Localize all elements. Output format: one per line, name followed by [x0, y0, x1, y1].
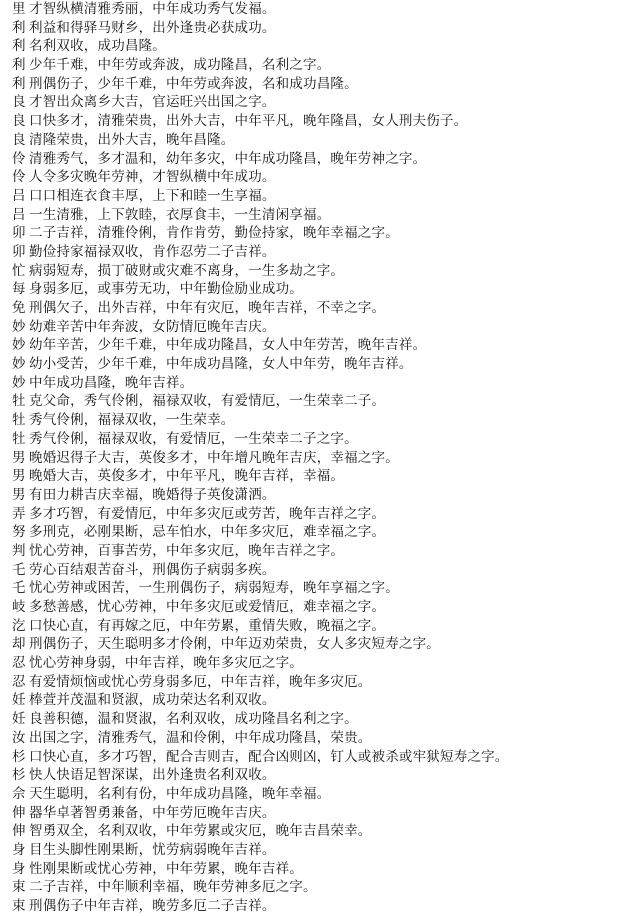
list-item: [12, 19, 509, 38]
entry-meaning: 快人快语足智深谋，出外逢贵名利双收。: [29, 767, 276, 784]
entry-character: 利: [12, 19, 26, 36]
entry-character: 乇: [12, 561, 26, 578]
entry-meaning: 少年千难，中年劳或奔波，成功隆昌，名利之字。: [29, 57, 331, 74]
entry-character: 牡: [12, 430, 26, 447]
list-item: [12, 710, 509, 729]
entry-character: 男: [12, 449, 26, 466]
entry-meaning: 才智出众离乡大吉，官运旺兴出国之字。: [29, 94, 276, 111]
list-item: [12, 766, 509, 785]
entry-meaning: 清雅秀气，多才温和，幼年多灾，中年成功隆昌，晚年劳神之字。: [29, 150, 427, 167]
list-item: [12, 654, 509, 673]
entry-meaning: 口快多才，清雅荣贵，出外大吉，中年平凡，晚年隆昌，女人刑夫伤子。: [29, 113, 468, 130]
entry-meaning: 刑偶伤子中年吉祥，晚劳多厄二子吉祥。: [29, 898, 276, 914]
entry-meaning: 清隆荣贵，出外大吉，晚年昌隆。: [29, 131, 235, 148]
entry-character: 良: [12, 131, 26, 148]
list-item: [12, 150, 509, 169]
entry-character: 束: [12, 879, 26, 896]
list-item: [12, 449, 509, 468]
list-item: [12, 318, 509, 337]
list-item: [12, 131, 509, 150]
entry-meaning: 中年成功昌隆，晚年吉祥。: [29, 374, 194, 391]
entry-character: 妙: [12, 337, 26, 354]
entry-character: 判: [12, 542, 26, 559]
entry-meaning: 有田力耕吉庆幸福，晚婚得子英俊潇洒。: [29, 486, 276, 503]
entry-meaning: 秀气伶俐，福禄双收，一生荣幸。: [29, 412, 235, 429]
entry-meaning: 身弱多厄，或事劳无功，中年勤俭励业成功。: [29, 281, 303, 298]
list-item: [12, 617, 509, 636]
entry-character: 身: [12, 860, 26, 877]
entry-meaning: 人令多灾晚年劳神，才智纵横中年成功。: [29, 169, 276, 186]
list-item: [12, 243, 509, 262]
entry-character: 卯: [12, 225, 26, 242]
entry-meaning: 口快心直，多才巧智，配合吉则吉，配合凶则凶，钉人或被杀或牢狱短寿之字。: [29, 748, 509, 765]
entry-character: 汝: [12, 729, 26, 746]
entry-meaning: 多才巧智，有爱情厄，中年多灾厄或劳苦，晚年吉祥之字。: [29, 505, 386, 522]
entry-character: 妊: [12, 711, 26, 728]
entry-meaning: 病弱短寿，损丁破财或灾难不离身，一生多劫之字。: [29, 262, 345, 279]
list-item: [12, 374, 509, 393]
entry-character: 吕: [12, 206, 26, 223]
entry-meaning: 天生聪明，名利有份，中年成功昌隆，晚年幸福。: [29, 785, 331, 802]
entry-character: 免: [12, 300, 26, 316]
entry-meaning: 刑偶伤子，少年千难，中年劳或奔波，名和成功昌隆。: [29, 75, 358, 92]
entry-character: 良: [12, 94, 26, 111]
entry-character: 忍: [12, 673, 26, 690]
list-item: [12, 467, 509, 486]
entry-meaning: 口快心直，有再嫁之厄，中年劳累，重情失败，晚福之字。: [29, 617, 386, 634]
entry-meaning: 智勇双全，名利双收，中年劳累或灾厄，晚年吉昌荣幸。: [29, 823, 372, 840]
entry-character: 里: [12, 1, 26, 17]
list-item: [12, 598, 509, 617]
entry-character: 汔: [12, 617, 26, 634]
entry-character: 牡: [12, 412, 26, 429]
entry-character: 忍: [12, 655, 26, 672]
list-item: [12, 579, 509, 598]
entry-character: 吕: [12, 187, 26, 204]
entry-meaning: 忧心劳神，百事苦劳，中年多灾厄，晚年吉祥之字。: [29, 542, 345, 559]
list-item: [12, 804, 509, 823]
list-item: [12, 75, 509, 94]
entry-meaning: 多愁善感，忧心劳神，中年多灾厄或爱情厄，难幸福之字。: [29, 599, 386, 615]
entry-character: 牡: [12, 393, 26, 410]
entry-character: 利: [12, 75, 26, 92]
entry-character: 妊: [12, 692, 26, 709]
entry-character: 乇: [12, 580, 26, 597]
entry-meaning: 名利双收，成功昌隆。: [29, 38, 166, 55]
list-item: [12, 0, 509, 19]
list-item: [12, 542, 509, 561]
entry-meaning: 刑偶欠子，出外吉祥，中年有灾厄，晚年吉祥，不幸之字。: [29, 300, 386, 316]
entry-character: 妙: [12, 356, 26, 373]
entry-meaning: 多刑克，必刚果断，忌车怕水，中年多灾厄，难幸福之字。: [29, 524, 386, 541]
entry-character: 妙: [12, 318, 26, 335]
list-item: [12, 822, 509, 841]
entry-character: 忙: [12, 262, 26, 279]
list-item: [12, 93, 509, 112]
entry-meaning: 有爱情烦恼或忧心劳身弱多厄，中年吉祥，晚年多灾厄。: [29, 673, 372, 690]
entry-character: 伸: [12, 823, 26, 840]
entry-character: 男: [12, 486, 26, 503]
entry-character: 佘: [12, 785, 26, 802]
list-item: [12, 673, 509, 692]
entry-character: 伸: [12, 804, 26, 821]
list-item: [12, 206, 509, 225]
list-item: [12, 355, 509, 374]
list-item: [12, 299, 509, 318]
entry-meaning: 出国之字，清雅秀气，温和伶俐，中年成功隆昌，荣贵。: [29, 729, 372, 746]
list-item: [12, 430, 509, 449]
list-item: [12, 505, 509, 524]
entry-character: 妙: [12, 374, 26, 391]
entry-meaning: 目生头脚性刚果断，忧劳病弱晚年吉祥。: [29, 841, 276, 858]
list-item: [12, 168, 509, 187]
entry-character: 每: [12, 281, 26, 298]
entry-character: 杉: [12, 748, 26, 765]
entry-character: 男: [12, 468, 26, 485]
entry-meaning: 晚婚迟得子大吉，英俊多才，中年增凡晚年吉庆，幸福之字。: [29, 449, 399, 466]
entry-meaning: 劳心百结艰苦奋斗，刑偶伤子病弱多疾。: [29, 561, 276, 578]
entry-character: 良: [12, 113, 26, 130]
list-item: [12, 897, 509, 916]
entry-meaning: 一生清雅，上下敦睦，衣厚食丰，一生清闲享福。: [29, 206, 331, 223]
entry-character: 伶: [12, 169, 26, 186]
entry-character: 伶: [12, 150, 26, 167]
entry-meaning: 克父命，秀气伶俐，福禄双收，有爱情厄，一生荣幸二子。: [29, 393, 386, 410]
entry-meaning: 忧心劳神身弱，中年吉祥，晚年多灾厄之字。: [29, 655, 303, 672]
entry-meaning: 良善积德，温和贤淑，名利双收，成功隆昌名利之字。: [29, 711, 358, 728]
entry-meaning: 秀气伶俐，福禄双收，有爱情厄，一生荣幸二子之字。: [29, 430, 358, 447]
entry-meaning: 棒萱并茂温和贤淑，成功荣达名利双收。: [29, 692, 276, 709]
entry-meaning: 利益和得驿马财乡，出外逢贵必获成功。: [29, 19, 276, 36]
list-item: [12, 411, 509, 430]
entry-meaning: 二子吉祥，清雅伶俐，肯作肯劳，勤俭持家，晚年幸福之字。: [29, 225, 399, 242]
entry-meaning: 忧心劳神或困苦，一生刑偶伤子，病弱短寿，晚年享福之字。: [29, 580, 399, 597]
entry-character: 弄: [12, 505, 26, 522]
entry-character: 利: [12, 57, 26, 74]
entry-character: 身: [12, 841, 26, 858]
entry-character: 束: [12, 898, 26, 914]
entry-character: 卯: [12, 243, 26, 260]
list-item: [12, 280, 509, 299]
list-item: [12, 224, 509, 243]
entry-meaning: 幼难辛苦中年奔波，女防情厄晚年吉庆。: [29, 318, 276, 335]
entry-meaning: 幼年辛苦，少年千难，中年成功隆昌，女人中年劳苦，晚年吉祥。: [29, 337, 427, 354]
entry-meaning: 器华卓著智勇兼备，中年劳厄晚年吉庆。: [29, 804, 276, 821]
list-item: [12, 860, 509, 879]
list-item: [12, 691, 509, 710]
entry-character: 利: [12, 38, 26, 55]
list-item: [12, 56, 509, 75]
entry-meaning: 幼小受苦，少年千难，中年成功昌隆，女人中年劳，晚年吉祥。: [29, 356, 413, 373]
list-item: [12, 523, 509, 542]
list-item: [12, 635, 509, 654]
entry-meaning: 刑偶伤子，天生聪明多才伶俐，中年迈劝荣贵，女人多灾短寿之字。: [29, 636, 440, 653]
list-item: [12, 392, 509, 411]
name-meaning-list: [12, 0, 509, 916]
list-item: [12, 729, 509, 748]
entry-meaning: 勤俭持家福禄双收，肯作忍劳二子吉祥。: [29, 243, 276, 260]
entry-character: 却: [12, 636, 26, 653]
list-item: [12, 336, 509, 355]
list-item: [12, 748, 509, 767]
entry-meaning: 才智纵横清雅秀丽，中年成功秀气发福。: [29, 1, 276, 17]
list-item: [12, 878, 509, 897]
list-item: [12, 187, 509, 206]
list-item: [12, 37, 509, 56]
entry-meaning: 口口相连衣食丰厚，上下和睦一生享福。: [29, 187, 276, 204]
entry-meaning: 晚婚大吉，英俊多才，中年平凡，晚年吉祥，幸福。: [29, 468, 345, 485]
entry-character: 岐: [12, 599, 26, 615]
entry-character: 努: [12, 524, 26, 541]
list-item: [12, 561, 509, 580]
list-item: [12, 112, 509, 131]
entry-meaning: 二子吉祥，中年顺利幸福，晚年劳神多厄之字。: [29, 879, 317, 896]
list-item: [12, 486, 509, 505]
entry-character: 杉: [12, 767, 26, 784]
list-item: [12, 262, 509, 281]
list-item: [12, 841, 509, 860]
entry-meaning: 性刚果断或忧心劳神，中年劳累，晚年吉祥。: [29, 860, 303, 877]
